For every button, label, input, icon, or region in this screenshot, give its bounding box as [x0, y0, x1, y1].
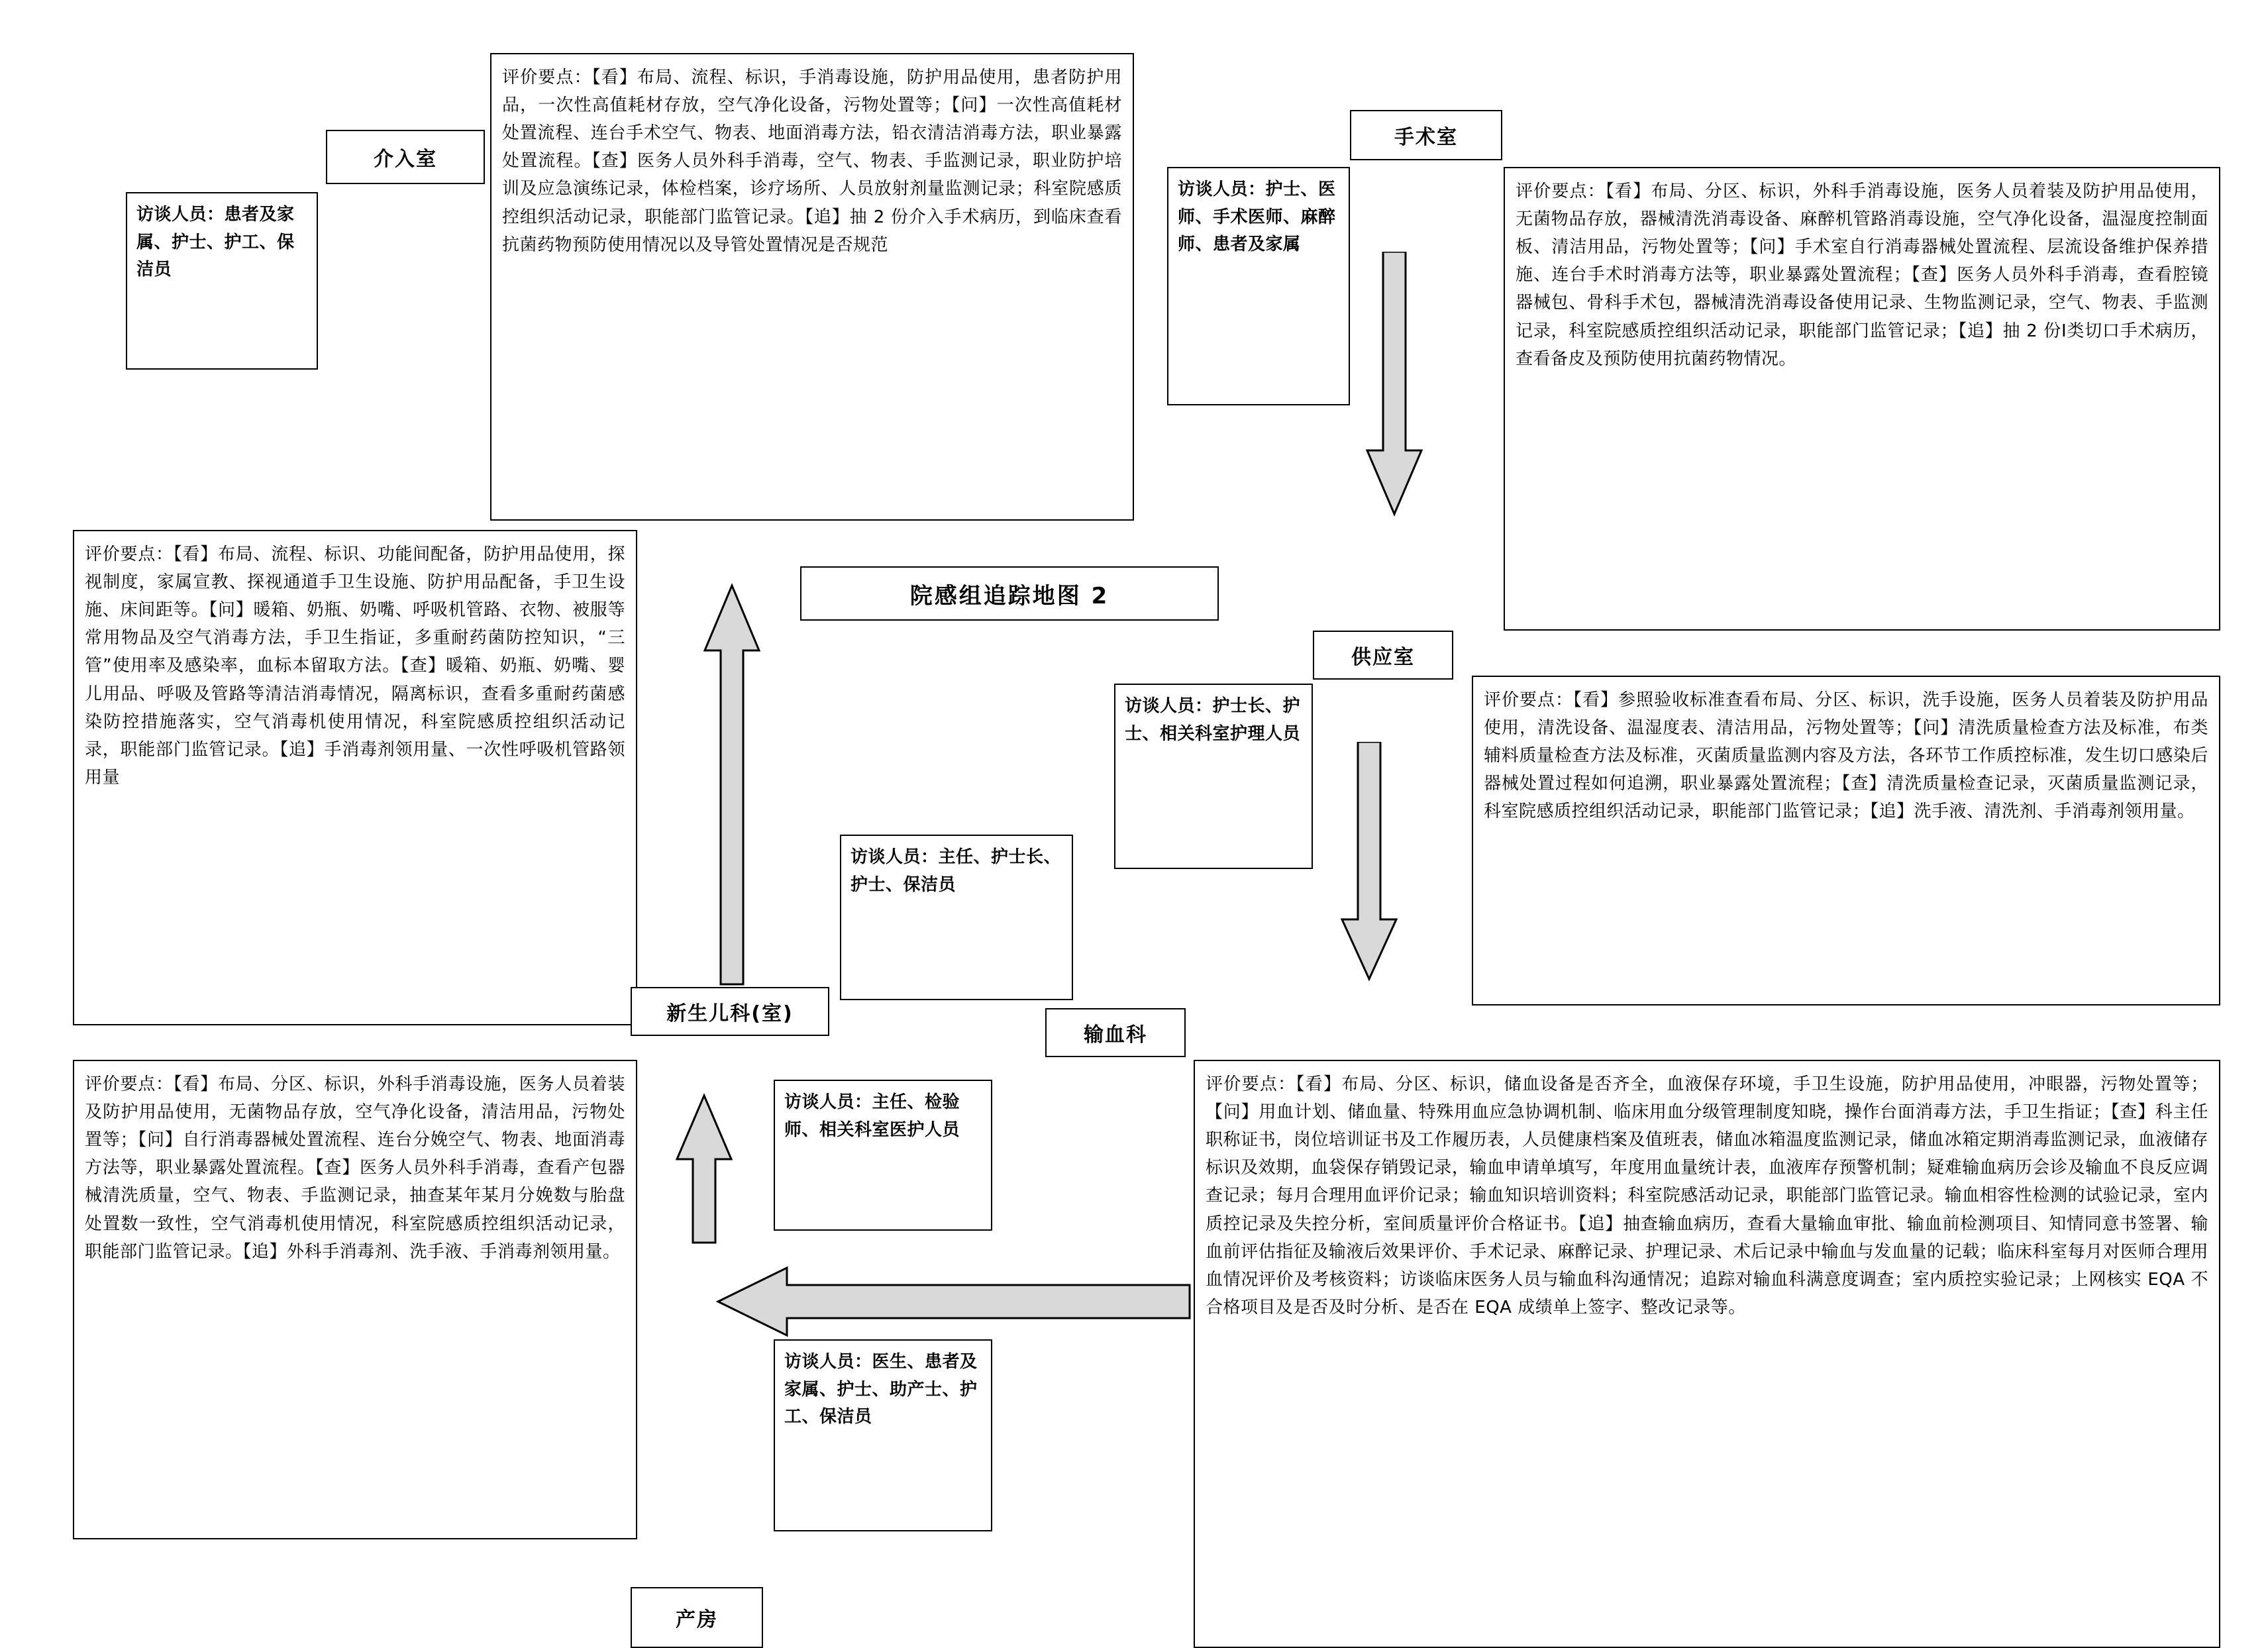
page-title: 院感组追踪地图 2 [800, 566, 1219, 621]
evaluation-neonatal: 评价要点：【看】布局、流程、标识、功能间配备，防护用品使用，探视制度，家属宣教、探视通道手卫生设施、防护用品配备，手卫生设施、床间距等。【问】暖箱、奶瓶、奶嘴、呼吸机管路、衣物、被服等常用物品及空气消毒方法，手卫生指证，多重耐药菌防控知识，“三管”使用率及感染率，血标本留取方法。【查】暖箱、奶瓶、奶嘴、婴儿用品、呼吸及管路等清洁消毒情况，隔离标识，查看多重耐药菌感染防控措施落实，空气消毒机使用情况，科室院感质控组织活动记录，职能部门监管记录。【追】手消毒剂领用量、一次性呼吸机管路领用量 [73, 530, 637, 1025]
evaluation-blood-transfusion: 评价要点：【看】布局、分区、标识，储血设备是否齐全，血液保存环境，手卫生设施，防护用品使用，冲眼器，污物处置等；【问】用血计划、储血量、特殊用血应急协调机制、临床用血分级管理制度知晓，操作台面消毒方法，手卫生指证；【查】科主任职称证书，岗位培训证书及工作履历表，人员健康档案及值班表，储血冰箱温度监测记录，储血冰箱定期消毒监测记录，血液储存标识及效期，血袋保存销毁记录，输血申请单填写，年度用血量统计表，血液库存预警机制；疑难输血病历会诊及输血不良反应调查记录；每月合理用血评价记录；输血知识培训资料；科室院感活动记录，职能部门监管记录。输血相容性检测的试验记录，室内质控记录及失控分析，室间质量评价合格证书。【追】抽查输血病历，查看大量输血审批、输血前检测项目、知情同意书签署、输血前评估指征及输液后效果评价、手术记录、麻醉记录、护理记录、术后记录中输血与发血量的记载；临床科室每月对医师合理用血情况评价及考核资料；访谈临床医务人员与输血科沟通情况；追踪对输血科满意度调查；室内质控实验记录；上网核实 EQA 不合格项目及是否及时分析、是否在 EQA 成绩单上签字、整改记录等。 [1194, 1060, 2220, 1648]
node-label-intervention: 介入室 [326, 130, 485, 184]
evaluation-supply-room: 评价要点：【看】参照验收标准查看布局、分区、标识，洗手设施，医务人员着装及防护用品使用，清洗设备、温湿度表、清洁用品，污物处置等；【问】清洗质量检查方法及标准，布类辅料质量检查方法及标准，灭菌质量监测内容及方法，各环节工作质控标准，发生切口感染后器械处置过程如何追溯，职业暴露处置流程；【查】清洗质量检查记录，灭菌质量监测记录，科室院感质控组织活动记录，职能部门监管记录；【追】洗手液、清洗剂、手消毒剂领用量。 [1472, 676, 2220, 1005]
interview-operating-room: 访谈人员：护士、医师、手术医师、麻醉师、患者及家属 [1167, 167, 1350, 405]
node-label-operating-room: 手术室 [1350, 110, 1502, 160]
arrow-to-supply-room [1339, 742, 1399, 982]
node-label-neonatal: 新生儿科(室) [631, 987, 829, 1036]
evaluation-intervention: 评价要点：【看】布局、流程、标识，手消毒设施，防护用品使用，患者防护用品，一次性高值耗材存放，空气净化设备，污物处置等；【问】一次性高值耗材处置流程、连台手术空气、物表、地面消毒方法，铅衣清洁消毒方法，职业暴露处置流程。【查】医务人员外科手消毒，空气、物表、手监测记录，职业防护培训及应急演练记录，体检档案，诊疗场所、人员放射剂量监测记录；科室院感质控组织活动记录，职能部门监管记录。【追】抽 2 份介入手术病历，到临床查看抗菌药物预防使用情况以及导管处置情况是否规范 [490, 53, 1134, 521]
arrow-to-delivery-room [674, 1093, 734, 1245]
node-label-delivery-room: 产房 [631, 1587, 763, 1648]
interview-neonatal: 访谈人员：主任、护士长、护士、保洁员 [840, 835, 1073, 1000]
interview-supply-room: 访谈人员：护士长、护士、相关科室护理人员 [1114, 684, 1313, 869]
interview-intervention: 访谈人员：患者及家属、护士、护工、保洁员 [126, 192, 318, 370]
arrow-to-operating-room [1365, 252, 1424, 517]
interview-delivery-room-top: 访谈人员：主任、检验师、相关科室医护人员 [774, 1080, 992, 1231]
evaluation-delivery-room: 评价要点：【看】布局、分区、标识，外科手消毒设施，医务人员着装及防护用品使用，无菌物品存放，空气净化设备，清洁用品，污物处置等；【问】自行消毒器械处置流程、连台分娩空气、物表、地面消毒方法等，职业暴露处置流程。【查】医务人员外科手消毒，查看产包器械清洗质量，空气、物表、手监测记录，抽查某年某月分娩数与胎盘处置数一致性，空气消毒机使用情况，科室院感质控组织活动记录，职能部门监管记录。【追】外科手消毒剂、洗手液、手消毒剂领用量。 [73, 1060, 637, 1539]
interview-delivery-room-bottom: 访谈人员：医生、患者及家属、护士、助产士、护工、保洁员 [774, 1339, 992, 1531]
arrow-to-neonatal [702, 583, 762, 987]
arrow-to-left [715, 1265, 1192, 1338]
evaluation-operating-room: 评价要点：【看】布局、分区、标识，外科手消毒设施，医务人员着装及防护用品使用，无菌物品存放，器械清洗消毒设备、麻醉机管路消毒设施，空气净化设备，温湿度控制面板、清洁用品，污物处置等；【问】手术室自行消毒器械处置流程、层流设备维护保养措施、连台手术时消毒方法等，职业暴露处置流程；【查】医务人员外科手消毒，查看腔镜器械包、骨科手术包，器械清洗消毒设备使用记录、生物监测记录，空气、物表、手监测记录，科室院感质控组织活动记录，职能部门监管记录；【追】抽 2 份Ⅰ类切口手术病历，查看备皮及预防使用抗菌药物情况。 [1504, 167, 2220, 631]
node-label-blood-transfusion: 输血科 [1045, 1008, 1186, 1057]
node-label-supply-room: 供应室 [1313, 631, 1453, 680]
